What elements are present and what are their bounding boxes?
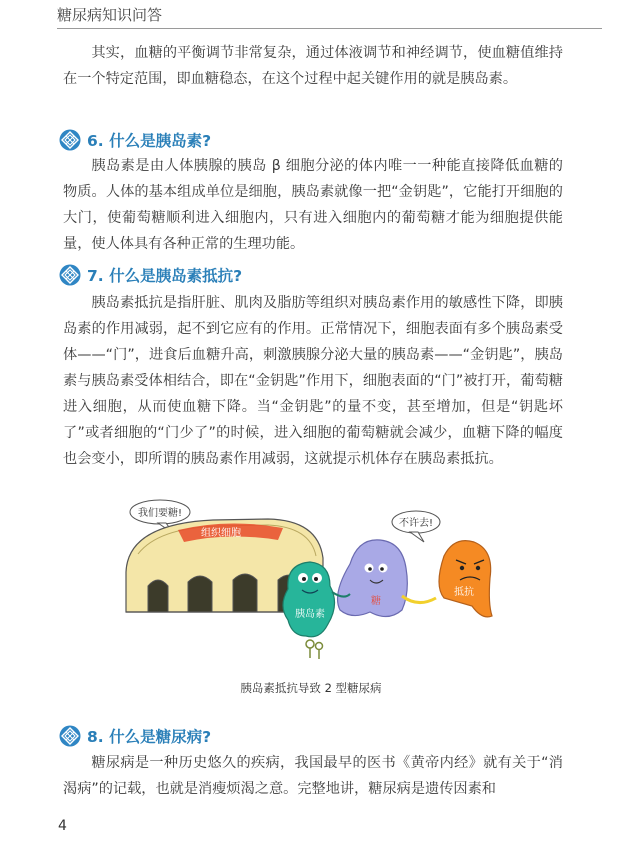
- sugar-label: 糖: [371, 596, 381, 607]
- section-7-heading: [59, 263, 242, 287]
- section-badge-icon: [59, 264, 81, 286]
- section-8-body: 糖尿病是一种历史悠久的疾病，我国最早的医书《黄帝内经》就有关于“消渴病”的记载，也就是消瘦烦渴之意。完整地讲，糖尿病是遗传因素和: [63, 755, 563, 797]
- intro-paragraph: 其实，血糖的平衡调节非常复杂，通过体液调节和神经调节，使血糖值维持在一个特定范围，即血糖稳态，在这个过程中起关键作用的就是胰岛素。: [63, 45, 563, 87]
- section-8-heading: [59, 724, 211, 748]
- header-rule: [57, 28, 602, 29]
- running-header: 糖尿病知识问答: [57, 6, 163, 24]
- speech-bubble-right: 不许去!: [398, 518, 434, 529]
- insulin-label: 胰岛素: [295, 609, 325, 620]
- section-8-title: 8. 什么是糖尿病?: [87, 728, 212, 746]
- figure-caption: 胰岛素抵抗导致 2 型糖尿病: [240, 681, 382, 695]
- speech-bubble-left: 我们要糖!: [137, 508, 183, 519]
- page-number: 4: [58, 818, 67, 834]
- section-7-title: 7. 什么是胰岛素抵抗?: [87, 267, 243, 285]
- section-6-body: 胰岛素是由人体胰腺的胰岛 β 细胞分泌的体内唯一一种能直接降低血糖的物质。人体的基本组成单位是细胞，胰岛素就像一把“金钥匙”，它能打开细胞的大门，使葡萄糖顺利进入细胞内，只有进入细胞内的葡萄糖才能为细胞提供能量，使人体具有各种正常的生理功能。: [63, 158, 563, 252]
- cell-label: 组织细胞: [201, 528, 241, 539]
- section-7-body: 胰岛素抵抗是指肝脏、肌肉及脂肪等组织对胰岛素作用的敏感性下降，即胰岛素的作用减弱，起不到它应有的作用。正常情况下，细胞表面有多个胰岛素受体——“门”，进食后血糖升高，刺激胰腺分泌大量的胰岛素——“金钥匙”，胰岛素与胰岛素受体相结合，即在“金钥匙”作用下，细胞表面的“门”被打开，葡萄糖进入细胞，从而使血糖下降。当“金钥匙”的量不变，甚至增加，但是“钥匙坏了”或者细胞的“门少了”的时候，进入细胞的葡萄糖就会减少，血糖下降的幅度也会变小，即所谓的胰岛素作用减弱，这就提示机体存在胰岛素抵抗。: [63, 295, 563, 467]
- resistance-label: 抵抗: [454, 587, 474, 598]
- insulin-resistance-illustration: [118, 494, 513, 662]
- section-badge-icon: [59, 725, 81, 747]
- section-badge-icon: [59, 129, 81, 151]
- section-6-heading: [59, 128, 211, 152]
- section-6-title: 6. 什么是胰岛素?: [87, 132, 212, 150]
